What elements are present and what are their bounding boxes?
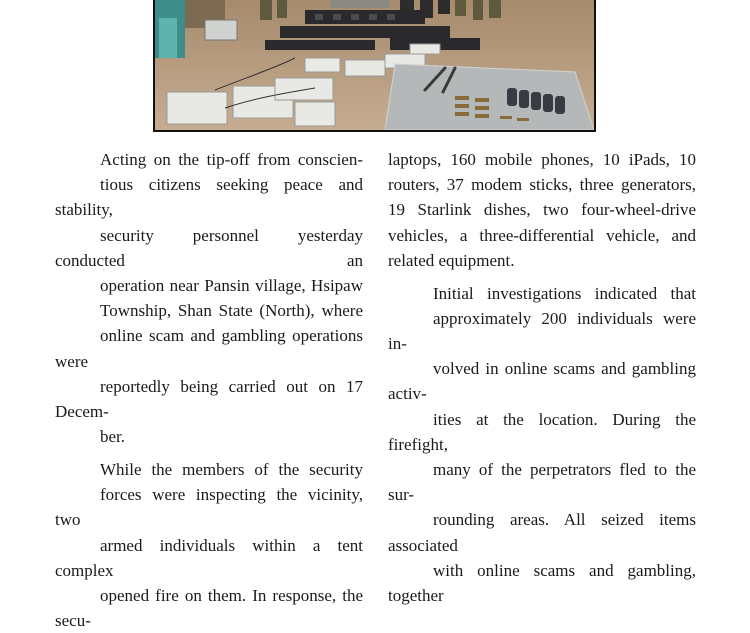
paragraph-tip-off bbox=[55, 147, 363, 449]
text-line: opened fire on them. In response, the secu- bbox=[55, 586, 363, 631]
text-line: many of the perpetrators fled to the sur- bbox=[388, 460, 696, 505]
text-line: volved in online scams and gambling activ- bbox=[388, 359, 696, 404]
text-line: While the members of the security bbox=[100, 460, 363, 480]
text-line: approximately 200 individuals were in- bbox=[388, 308, 696, 354]
text-line: ber. bbox=[100, 427, 126, 447]
article-left-column bbox=[55, 147, 363, 633]
seized-equipment-photo bbox=[153, 0, 596, 132]
text-line: vehicles, a three-differential vehicle, and bbox=[388, 225, 696, 245]
text-line: routers, 37 modem sticks, three generators, bbox=[388, 175, 696, 195]
text-line: related equipment. bbox=[388, 250, 515, 270]
text-line: tious citizens seeking peace and stability, bbox=[55, 175, 363, 220]
paragraph-seized-items bbox=[388, 147, 696, 273]
text-line: ities at the location. During the firefight, bbox=[388, 409, 696, 454]
text-line: online scam and gambling operations were bbox=[55, 326, 363, 371]
paragraph-investigation bbox=[388, 281, 696, 609]
text-line: armed individuals within a tent complex bbox=[55, 535, 363, 580]
text-line: Township, Shan State (North), where bbox=[100, 301, 363, 321]
text-line: 19 Starlink dishes, two four-wheel-drive bbox=[388, 200, 696, 220]
text-line: with online scams and gambling, together bbox=[388, 560, 696, 606]
text-line: rounding areas. All seized items associated bbox=[388, 510, 696, 555]
paragraph-inspection bbox=[55, 457, 363, 633]
text-line: reportedly being carried out on 17 Decem- bbox=[55, 376, 363, 422]
text-line: laptops, 160 mobile phones, 10 iPads, 10 bbox=[388, 150, 696, 169]
text-line: operation near Pansin village, Hsipaw bbox=[100, 276, 363, 296]
text-line: security personnel yesterday conducted an bbox=[55, 225, 363, 270]
article-right-column bbox=[388, 147, 696, 608]
text-line: Acting on the tip-off from conscien- bbox=[100, 150, 363, 169]
text-line: forces were inspecting the vicinity, two bbox=[55, 485, 363, 530]
text-line: Initial investigations indicated that bbox=[433, 283, 696, 303]
